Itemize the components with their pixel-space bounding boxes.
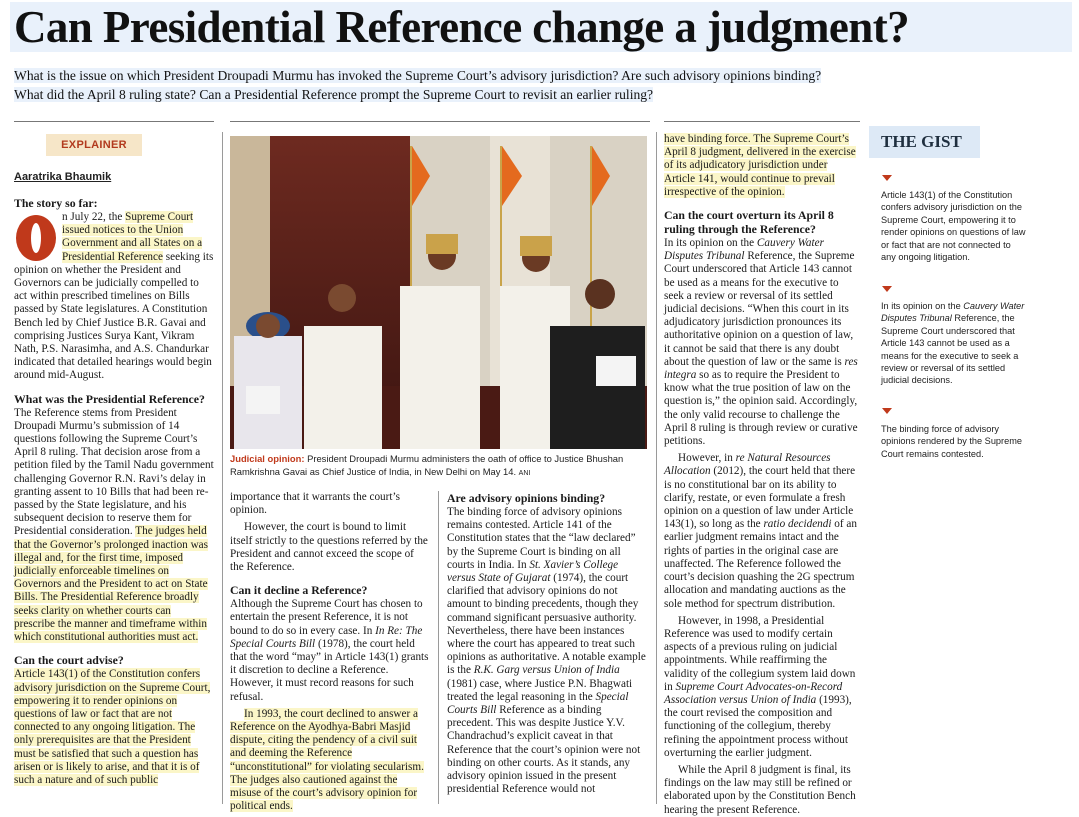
triangle-bullet-icon xyxy=(882,408,892,414)
paragraph: Although the Supreme Court has chosen to entertain the present Reference, it is not bound to do so in every case. In In Re: The Special Courts Bill (1978), the court held that the word “may” in Article 143(1) grants it discretion to decline a Reference. However, it must record reasons for such refusal. xyxy=(230,598,429,703)
standfirst-line-1: What is the issue on which President Droupadi Murmu has invoked the Supreme Court’s advisory jurisdiction? Are such advisory opinions binding? xyxy=(14,68,822,83)
paragraph: In 1993, the court declined to answer a Reference on the Ayodhya-Babri Masjid dispute, citing the pendency of a civil suit and deeming the Reference “unconstitutional” for violating secularism. The judges also cautioned against the misuse of the court’s advisory opinion for political ends. xyxy=(230,707,424,813)
divider-rule xyxy=(14,121,214,122)
column-divider xyxy=(222,132,223,804)
section-heading-overturn: Can the court overturn its April 8 ruling through the Reference? xyxy=(664,208,834,237)
paragraph: However, the court is bound to limit itself strictly to the questions referred by the President and cannot exceed the scope of the Reference. xyxy=(230,521,428,574)
headline: Can Presidential Reference change a judgment? xyxy=(10,2,1072,52)
gist-item-1: Article 143(1) of the Constitution confers advisory jurisdiction on the Supreme Court, empowering it to render opinions on questions of law or fact that are not connected to any ongoing litigation. xyxy=(881,190,1026,263)
news-photo xyxy=(230,136,647,449)
explainer-tag: EXPLAINER xyxy=(46,134,142,156)
paragraph: The binding force of advisory opinions remains contested. Article 141 of the Constitution states that the “law declared” by the Supreme Court is binding on all courts in India. In St. Xavier’s College versus State of Gujarat (1974), the court clarified that advisory opinions do not amount to binding precedents, though they command significant persuasive authority. Nevertheless, there have been instances where the court has appeared to treat such opinions as authoritative. A notable example is the R.K. Garg versus Union of India (1981) case, where Justice P.N. Bhagwati treated the legal reasoning in the Special Courts Bill Reference as a binding precedent. This was despite Justice Y.V. Chandrachud’s explicit caveat in that Reference that the court’s opinion were not binding on other courts. As it stands, any advisory opinion issued in the present presidential Reference would not xyxy=(447,506,646,796)
dropcap-o-icon xyxy=(14,213,58,263)
gist-item-3: The binding force of advisory opinions rendered by the Supreme Court remains contested. xyxy=(881,424,1022,459)
oath-ceremony-image xyxy=(230,136,647,449)
column-divider xyxy=(656,132,657,804)
section-heading-story: The story so far: xyxy=(14,196,98,210)
section-heading-what: What was the Presidential Reference? xyxy=(14,391,205,406)
standfirst xyxy=(14,66,864,104)
photo-caption: Judicial opinion: President Droupadi Murmu administers the oath of office to Justice Bhushan Ramkrishna Gavai as Chief Justice of India, in New Delhi on May 14. ANI xyxy=(230,453,624,477)
standfirst-line-2: What did the April 8 ruling state? Can a Presidential Reference prompt the Supreme Court to revisit an earlier ruling? xyxy=(14,87,654,102)
paragraph: have binding force. The Supreme Court’s April 8 judgment, delivered in the exercise of its adjudicatory jurisdiction under Article 141, would continue to prevail irrespective of the opinion. xyxy=(664,133,856,198)
section-heading-binding: Are advisory opinions binding? xyxy=(447,491,606,505)
divider-rule xyxy=(664,121,860,122)
gist-item-2: In its opinion on the Cauvery Water Disputes Tribunal Reference, the Supreme Court underscored that Article 143 cannot be used as a means for the executive to seek a review or reversal of its settled judicial decisions. xyxy=(881,301,1025,386)
paragraph: However, in re Natural Resources Allocation (2012), the court held that there is no constitutional bar on its ability to clarify, restate, or even formulate a fresh opinion on a question of law under Article 143(1), so long as the ratio decidendi of an earlier judgment remains intact and the rights of parties in the original case are unaffected. The Reference followed the court’s decision quashing the 2G spectrum allocation and mandating auctions as the sole method for spectrum distribution. xyxy=(664,452,857,610)
paragraph: importance that it warrants the court’s opinion. xyxy=(230,491,400,517)
paragraph: Article 143(1) of the Constitution confers advisory jurisdiction on the Supreme Court, empowering it to render opinions on questions of law or fact that are not connected to any ongoing litigation. The only prerequisites are that the President must be satisfied that such a question has arisen or is likely to arise, and that it is of such a nature and of such public xyxy=(14,668,211,786)
byline[interactable]: Aaratrika Bhaumik xyxy=(14,171,112,183)
caption-source: ANI xyxy=(518,469,531,477)
paragraph: While the April 8 judgment is final, its findings on the law may still be refined or elaborated upon by the Constitution Bench hearing the present Reference. xyxy=(664,763,856,816)
paragraph: The Reference stems from President Droupadi Murmu’s submission of 14 questions following the Supreme Court’s April 8 ruling. That decision arose from a petition filed by the Tamil Nadu government challenging Governor R.N. Ravi’s delay in granting assent to 10 Bills that had been re-passed by the State legislature, and his subsequent decision to reserve them for Presidential consideration. The judges held that the Governor’s prolonged inaction was illegal and, for the first time, imposed judicially enforceable timelines on Governors and the President to act on State Bills. The Presidential Reference broadly seeks clarity on whether courts can prescribe the manner and timeframe within which constitutional authorities must act. xyxy=(14,406,214,644)
dropcap xyxy=(14,213,58,263)
section-heading-advise: Can the court advise? xyxy=(14,653,124,668)
section-heading-decline: Can it decline a Reference? xyxy=(230,583,368,598)
paragraph: n July 22, the Supreme Court issued notices to the Union Government and all States on a Presidential Reference seeking its opinion on whether the President and Governors can be judicially compelled to act within prescribed timelines on Bills passed by State legislatures. A Constitution Bench led by Chief Justice B.R. Gavai and comprising Justices Surya Kant, Vikram Nath, P.S. Narasimha, and A.S. Chandurkar indicated that detailed hearings would begin around mid-August. xyxy=(14,211,214,382)
column-1 xyxy=(14,196,214,802)
triangle-bullet-icon xyxy=(882,175,892,181)
triangle-bullet-icon xyxy=(882,286,892,292)
caption-label: Judicial opinion: xyxy=(230,453,305,464)
column-divider xyxy=(438,491,439,804)
gist-title: THE GIST xyxy=(869,126,980,158)
column-2 xyxy=(230,491,430,813)
column-4 xyxy=(664,133,860,816)
paragraph: In its opinion on the Cauvery Water Disputes Tribunal Reference, the Supreme Court underscored that Article 143 cannot be used as a means for the executive to seek a review or reversal of its settled judicial decisions. “When this court in its adjudicatory jurisdiction pronounces its authoritative opinion on a question of law, it cannot be said that there is any doubt about the question of law or the same is res integra so as to require the President to know what the true position of law on the question is,” the opinion said. Accordingly, the only valid recourse to challenge the April 8 ruling is through review or curative petitions. xyxy=(664,237,858,448)
divider-rule xyxy=(230,121,650,122)
paragraph: However, in 1998, a Presidential Reference was used to modify certain aspects of a previous ruling on judicial appointments. While reaffirming the validity of the collegium system laid down in Supreme Court Advocates-on-Record Association versus Union of India (1993), the court revised the composition and functioning of the collegium, thereby refining the appointment process without overturning the earlier judgment. xyxy=(664,614,856,759)
column-3 xyxy=(447,491,647,802)
